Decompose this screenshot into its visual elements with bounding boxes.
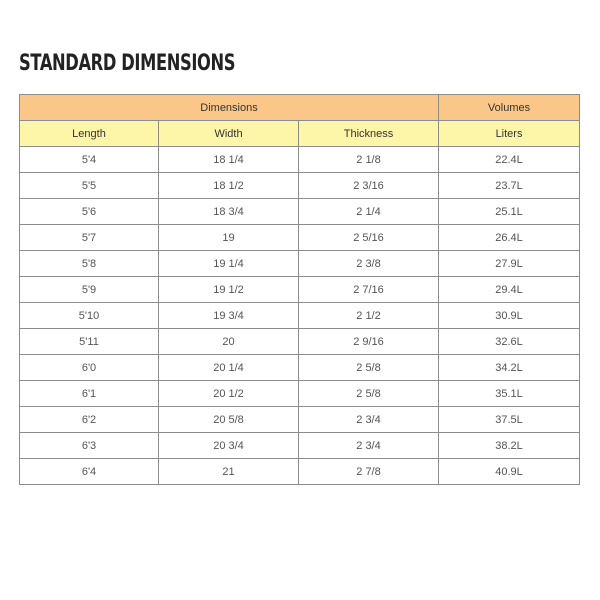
table-cell-width: 18 3/4 — [159, 199, 299, 225]
table-cell-liters: 22.4L — [439, 147, 580, 173]
table-row — [20, 277, 580, 303]
table-cell-thickness: 2 9/16 — [299, 329, 439, 355]
table-cell-length: 5'9 — [20, 277, 159, 303]
table-cell-length: 6'0 — [20, 355, 159, 381]
table-cell-thickness: 2 3/16 — [299, 173, 439, 199]
table-cell-width: 20 1/4 — [159, 355, 299, 381]
table-row — [20, 433, 580, 459]
table-cell-thickness: 2 1/4 — [299, 199, 439, 225]
group-header-volumes: Volumes — [439, 95, 580, 121]
table-cell-liters: 34.2L — [439, 355, 580, 381]
table-cell-thickness: 2 3/4 — [299, 407, 439, 433]
table-cell-length: 6'3 — [20, 433, 159, 459]
table-row — [20, 381, 580, 407]
table-cell-width: 20 1/2 — [159, 381, 299, 407]
table-cell-liters: 30.9L — [439, 303, 580, 329]
table-cell-width: 20 3/4 — [159, 433, 299, 459]
table-cell-liters: 38.2L — [439, 433, 580, 459]
table-cell-liters: 25.1L — [439, 199, 580, 225]
column-header-liters: Liters — [439, 121, 580, 147]
table-cell-thickness: 2 5/8 — [299, 355, 439, 381]
table-cell-liters: 32.6L — [439, 329, 580, 355]
table-row — [20, 251, 580, 277]
table-cell-width: 21 — [159, 459, 299, 485]
table-row — [20, 407, 580, 433]
table-cell-width: 19 1/4 — [159, 251, 299, 277]
group-header-dimensions: Dimensions — [20, 95, 439, 121]
table-cell-liters: 40.9L — [439, 459, 580, 485]
table-row — [20, 459, 580, 485]
table-cell-width: 18 1/4 — [159, 147, 299, 173]
table-cell-width: 19 3/4 — [159, 303, 299, 329]
column-header-row — [20, 121, 580, 147]
table-cell-length: 5'7 — [20, 225, 159, 251]
column-header-thickness: Thickness — [299, 121, 439, 147]
table-row — [20, 225, 580, 251]
table-cell-thickness: 2 7/16 — [299, 277, 439, 303]
page-title: STANDARD DIMENSIONS — [19, 51, 236, 76]
table-cell-liters: 35.1L — [439, 381, 580, 407]
table-cell-thickness: 2 1/2 — [299, 303, 439, 329]
table-row — [20, 199, 580, 225]
table-cell-thickness: 2 7/8 — [299, 459, 439, 485]
table-row — [20, 147, 580, 173]
table-cell-length: 5'6 — [20, 199, 159, 225]
table-cell-length: 6'1 — [20, 381, 159, 407]
table-cell-thickness: 2 3/8 — [299, 251, 439, 277]
table-row — [20, 173, 580, 199]
column-header-length: Length — [20, 121, 159, 147]
table-body — [20, 147, 580, 485]
table-cell-liters: 27.9L — [439, 251, 580, 277]
table-cell-length: 6'2 — [20, 407, 159, 433]
table-cell-thickness: 2 5/8 — [299, 381, 439, 407]
table-cell-length: 5'4 — [20, 147, 159, 173]
table-cell-width: 19 — [159, 225, 299, 251]
table-cell-thickness: 2 1/8 — [299, 147, 439, 173]
table-cell-length: 5'11 — [20, 329, 159, 355]
table-cell-length: 5'8 — [20, 251, 159, 277]
table-row — [20, 329, 580, 355]
table-cell-liters: 23.7L — [439, 173, 580, 199]
table-cell-length: 5'5 — [20, 173, 159, 199]
table-row — [20, 303, 580, 329]
group-header-row — [20, 95, 580, 121]
table-cell-liters: 29.4L — [439, 277, 580, 303]
table-cell-length: 6'4 — [20, 459, 159, 485]
table-cell-liters: 26.4L — [439, 225, 580, 251]
column-header-width: Width — [159, 121, 299, 147]
table-cell-thickness: 2 5/16 — [299, 225, 439, 251]
table-cell-width: 18 1/2 — [159, 173, 299, 199]
table-cell-length: 5'10 — [20, 303, 159, 329]
table-cell-thickness: 2 3/4 — [299, 433, 439, 459]
dimensions-table — [19, 94, 580, 485]
table-cell-width: 19 1/2 — [159, 277, 299, 303]
table-cell-width: 20 5/8 — [159, 407, 299, 433]
table-row — [20, 355, 580, 381]
table-cell-width: 20 — [159, 329, 299, 355]
table-cell-liters: 37.5L — [439, 407, 580, 433]
